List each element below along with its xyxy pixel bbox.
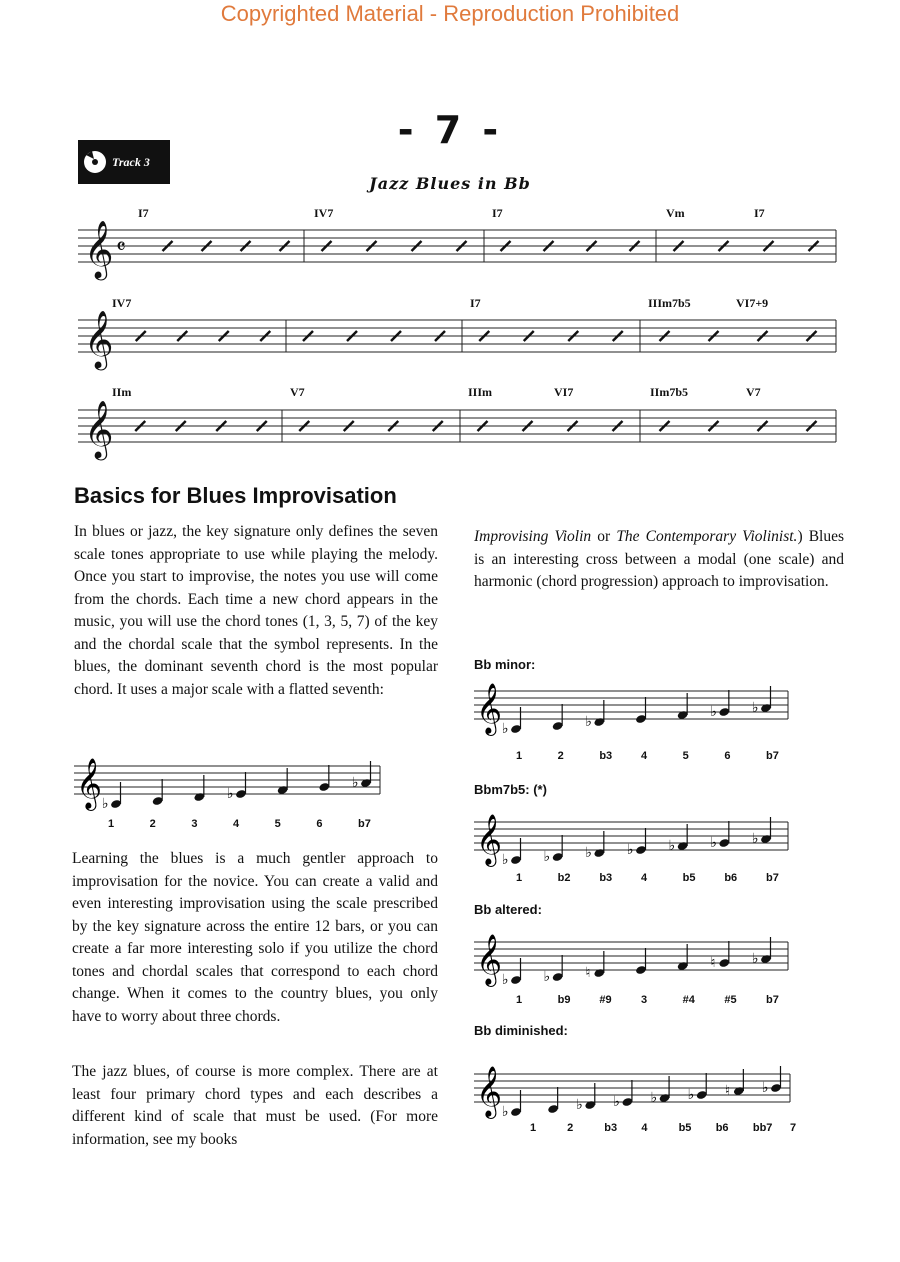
scale-degree: #9: [599, 994, 612, 1006]
flat-accidental: ♭: [502, 852, 509, 868]
slash-mark: [613, 331, 623, 341]
slash-mark: [177, 331, 187, 341]
scale-degree: 5: [274, 818, 281, 830]
slash-mark: [219, 331, 229, 341]
slash-mark: [764, 241, 774, 251]
scale-degree: 4: [641, 872, 648, 884]
scale-degree: b3: [599, 750, 613, 762]
scale-degree: b6: [715, 1122, 729, 1134]
chord-symbol: I7: [138, 206, 149, 220]
flat-accidental: ♭: [668, 838, 676, 854]
flat-accidental: ♭: [585, 714, 592, 730]
flat-accidental: ♭: [352, 775, 359, 791]
scale-degree: 2: [149, 818, 156, 830]
slash-mark: [136, 331, 146, 341]
flat-accidental: ♭: [710, 704, 717, 720]
scale-staff-minor: [474, 677, 794, 757]
chord-symbol: I7: [754, 206, 765, 220]
scale-degree: 5: [682, 750, 689, 762]
slash-mark: [257, 421, 267, 431]
scale-degree: b5: [678, 1122, 692, 1134]
book-title-1: Improvising Violin: [474, 528, 592, 545]
paragraph-3: The jazz blues, of course is more complex. There are at least four primary chord types and each describes a different kind of scale that must be used. (For more information, see my books: [72, 1063, 438, 1148]
slash-mark: [587, 241, 597, 251]
slash-mark: [412, 241, 422, 251]
scale-degrees-altered: [516, 994, 796, 1012]
slash-mark: [709, 331, 719, 341]
text-or: or: [591, 528, 617, 545]
slash-mark: [241, 241, 251, 251]
slash-mark: [501, 241, 511, 251]
chord-symbol: I7: [470, 296, 481, 310]
flat-accidental: ♭: [650, 1090, 658, 1106]
scale-degree: #4: [682, 994, 695, 1006]
scale-degree: 1: [516, 750, 523, 762]
scale-degree: bb7: [752, 1122, 773, 1134]
slash-mark: [758, 331, 768, 341]
chord-symbol: IIIm: [468, 385, 493, 399]
flat-accidental: ♭: [752, 700, 759, 716]
chord-symbol: IV7: [112, 296, 132, 310]
flat-accidental: ♭: [502, 1104, 509, 1120]
flat-accidental: ♭: [585, 845, 592, 861]
flat-accidental: ♭: [752, 951, 759, 967]
scale-degree: 4: [641, 750, 648, 762]
cd-icon: [82, 147, 108, 177]
scale-degree: 1: [516, 994, 523, 1006]
track-label: Track 3: [112, 154, 150, 169]
book-title-2: The Contemporary Violinist.: [616, 528, 798, 545]
slash-mark: [674, 241, 684, 251]
scale-degree: 1: [530, 1122, 537, 1134]
scale-degree: b7: [766, 750, 779, 762]
flat-accidental: ♭: [576, 1097, 583, 1113]
chord-symbol: IIm7b5: [650, 385, 689, 399]
svg-text:𝄞: 𝄞: [476, 1066, 503, 1117]
scale-degree: 7: [790, 1122, 797, 1134]
slash-mark: [807, 421, 817, 431]
svg-text:𝄞: 𝄞: [76, 758, 103, 809]
slash-mark: [216, 421, 226, 431]
scale-label-altered: Bb altered:: [474, 902, 542, 917]
slash-mark: [524, 331, 534, 341]
slash-mark: [176, 421, 186, 431]
slash-mark: [660, 421, 670, 431]
scale-degree: b7: [766, 872, 779, 884]
flat-accidental: ♭: [613, 1094, 621, 1110]
slash-mark: [758, 421, 768, 431]
slash-mark: [435, 331, 445, 341]
scale-degree: b5: [682, 872, 696, 884]
slash-mark: [613, 421, 623, 431]
scale-label-diminished: Bb diminished:: [474, 1023, 568, 1038]
scale-degree: 6: [724, 750, 731, 762]
scale-degree: 4: [641, 1122, 648, 1134]
slash-mark: [807, 331, 817, 341]
slash-mark: [299, 421, 309, 431]
scale-degree: b3: [604, 1122, 618, 1134]
svg-text:𝄞: 𝄞: [84, 400, 114, 458]
paragraph-1: In blues or jazz, the key signature only defines the seven scale tones appropriate to use while playing the melody. Once you start to improvise, the notes you use will come from the chords. Each time a new chord appears in the music, you will use the chord tones (1, 3, 5, 7) of the key and the chordal scale that the symbol represents. In the blues, the dominant seventh chord is the most popular chord. It uses a major scale with a flatted seventh:: [74, 523, 438, 698]
svg-text:𝄴: 𝄴: [116, 235, 126, 260]
slash-mark: [322, 241, 332, 251]
scale-degrees-dominant: [108, 818, 388, 836]
scale-degree: 1: [516, 872, 523, 884]
slash-mark: [457, 241, 467, 251]
slash-mark: [709, 421, 719, 431]
slash-mark: [809, 241, 819, 251]
natural-accidental: ♮: [724, 1083, 730, 1099]
scale-label-minor: Bb minor:: [474, 657, 536, 672]
watermark: Copyrighted Material - Reproduction Prohibited: [220, 1, 680, 26]
slash-mark: [163, 241, 173, 251]
chord-symbol: IIm: [112, 385, 132, 399]
scale-degree: b3: [599, 872, 613, 884]
flat-accidental: ♭: [687, 1087, 695, 1103]
slash-mark: [388, 421, 398, 431]
scale-degree: 3: [191, 818, 198, 830]
svg-text:𝄞: 𝄞: [476, 814, 503, 865]
flat-accidental: ♭: [502, 721, 509, 737]
flat-accidental: ♭: [710, 835, 717, 851]
tune-title: Jazz Blues in Bb: [369, 174, 531, 193]
chord-symbol: V7: [290, 385, 305, 399]
slash-mark: [719, 241, 729, 251]
svg-text:𝄞: 𝄞: [84, 220, 114, 278]
slash-mark: [433, 421, 443, 431]
chord-symbol: VI7: [554, 385, 574, 399]
scale-degree: b7: [358, 818, 371, 830]
paragraph-2: Learning the blues is a much gentler approach to improvisation for the novice. You can create a valid and even interesting improvisation using the scale prescribed by the key signature across the entire 12 bars, or you can create a far more interesting solo if you utilize the chord tones and chordal scales that correspond to each chord change. When it comes to the country blues, you only have to worry about three chords.: [72, 850, 438, 1025]
text-rest: ) Blues is an interesting cross between a modal (one scale) and harmonic (chord progression) approach to improvisation.: [474, 528, 845, 590]
chord-symbol: VI7+9: [736, 296, 769, 310]
flat-accidental: ♭: [762, 1080, 769, 1096]
flat-accidental: ♭: [502, 972, 509, 988]
slash-mark: [660, 331, 670, 341]
svg-text:𝄞: 𝄞: [84, 310, 114, 368]
flat-accidental: ♭: [543, 969, 551, 985]
section-heading: Basics for Blues Improvisation: [74, 483, 397, 508]
slash-mark: [391, 331, 401, 341]
scale-degree: 6: [316, 818, 323, 830]
scale-degree: b9: [557, 994, 571, 1006]
slash-mark: [630, 241, 640, 251]
slash-mark: [367, 241, 377, 251]
slash-mark: [568, 421, 578, 431]
flat-accidental: ♭: [102, 796, 109, 812]
svg-text:𝄞: 𝄞: [476, 683, 503, 734]
slash-mark: [280, 241, 290, 251]
slash-mark: [347, 331, 357, 341]
chord-symbol: V7: [746, 385, 761, 399]
scale-label-m7b5: Bbm7b5: (*): [474, 782, 547, 797]
svg-text:𝄞: 𝄞: [476, 934, 503, 985]
paragraph-4: [474, 526, 844, 594]
scale-degree: #5: [724, 994, 737, 1006]
scale-degrees-diminished: [530, 1122, 820, 1140]
flat-accidental: ♭: [543, 849, 551, 865]
chord-symbol: I7: [492, 206, 503, 220]
slash-mark: [135, 421, 145, 431]
natural-accidental: ♮: [585, 965, 591, 981]
slash-mark: [303, 331, 313, 341]
scale-degree: 2: [567, 1122, 574, 1134]
flat-accidental: ♭: [227, 786, 234, 802]
scale-degree: 2: [557, 750, 564, 762]
flat-accidental: ♭: [627, 842, 634, 858]
slash-mark: [568, 331, 578, 341]
flat-accidental: ♭: [752, 831, 759, 847]
slash-mark: [260, 331, 270, 341]
chord-symbol: IV7: [314, 206, 334, 220]
slash-mark: [344, 421, 354, 431]
slash-mark: [523, 421, 533, 431]
scale-degree: b7: [766, 994, 779, 1006]
chord-symbol: IIIm7b5: [648, 296, 691, 310]
slash-mark: [544, 241, 554, 251]
page-number: - 7 -: [397, 108, 503, 152]
natural-accidental: ♮: [710, 955, 716, 971]
scale-degrees-minor: [516, 750, 796, 768]
slash-mark: [478, 421, 488, 431]
scale-degree: b6: [724, 872, 738, 884]
scale-degrees-m7b5: [516, 872, 796, 890]
slash-mark: [202, 241, 212, 251]
scale-degree: 3: [641, 994, 648, 1006]
scale-degree: 4: [233, 818, 240, 830]
scale-degree: 1: [108, 818, 115, 830]
chord-symbol: Vm: [666, 206, 685, 220]
scale-degree: b2: [557, 872, 571, 884]
slash-mark: [479, 331, 489, 341]
